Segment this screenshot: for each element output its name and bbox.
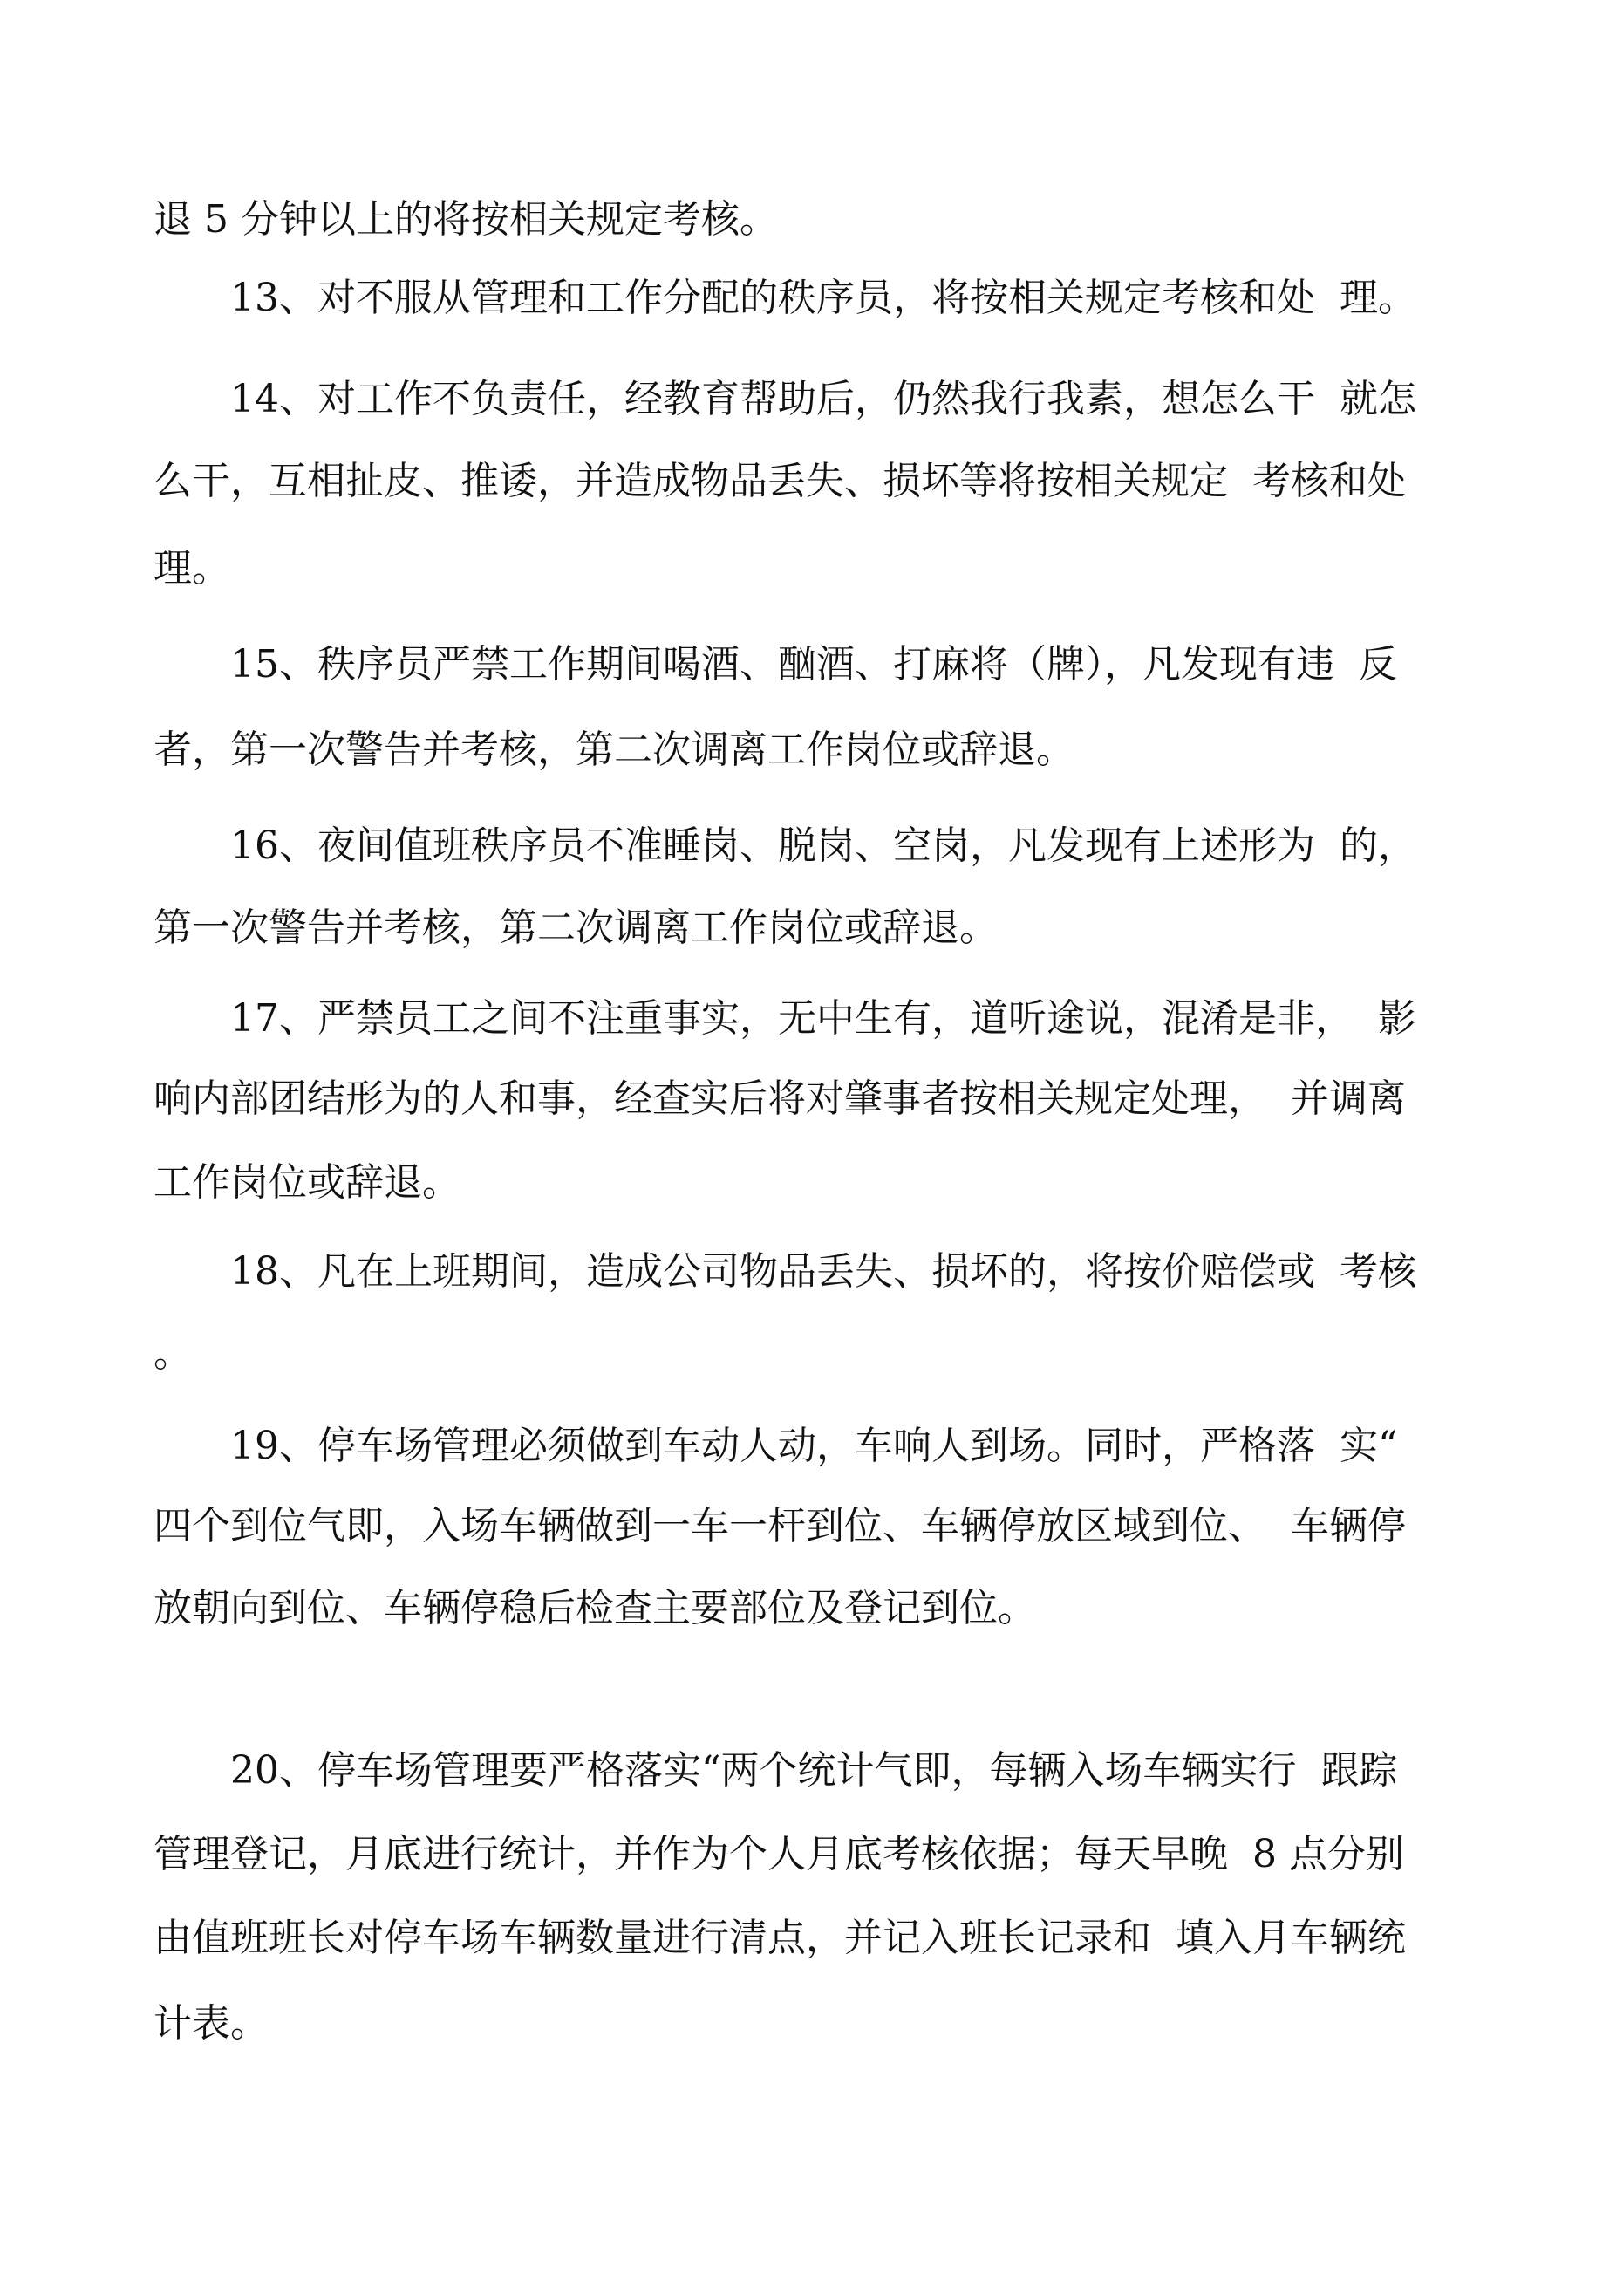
text-line: 18、凡在上班期间，造成公司物品丢失、损坏的，将按价赔偿或 考核 <box>153 1249 1416 1294</box>
text-line: 管理登记，月底进行统计，并作为个人月底考核依据；每天早晚 8 点分别 <box>153 1832 1404 1876</box>
text-line: 第一次警告并考核，第二次调离工作岗位或辞退。 <box>153 905 998 950</box>
text-line: 由值班班长对停车场车辆数量进行清点，并记入班长记录和 填入月车辆统 <box>153 1916 1406 1960</box>
text-line: 16、夜间值班秩序员不准睡岗、脱岗、空岗，凡发现有上述形为 的， <box>153 823 1416 868</box>
text-line: 么干，互相扯皮、推诿，并造成物品丢失、损坏等将按相关规定 考核和处 <box>153 459 1406 503</box>
text-line: 计表。 <box>153 2001 269 2046</box>
text-line: 17、严禁员工之间不注重事实，无中生有，道听途说，混淆是非， 影 <box>153 996 1416 1041</box>
text-line: 工作岗位或辞退。 <box>153 1160 460 1205</box>
text-line: 退 5 分钟以上的将按相关规定考核。 <box>153 197 778 242</box>
text-line: 20、停车场管理要严格落实“两个统计气即，每辆入场车辆实行 跟踪 <box>153 1748 1398 1793</box>
text-line: 。 <box>153 1331 192 1376</box>
text-line: 13、对不服从管理和工作分配的秩序员，将按相关规定考核和处 理。 <box>153 276 1416 320</box>
text-line: 14、对工作不负责任，经教育帮助后，仍然我行我素，想怎么干 就怎 <box>153 377 1416 421</box>
text-line: 者，第一次警告并考核，第二次调离工作岗位或辞退。 <box>153 728 1074 772</box>
text-line: 理。 <box>153 546 230 591</box>
text-line: 响内部团结形为的人和事，经查实后将对肇事者按相关规定处理， 并调离 <box>153 1076 1406 1121</box>
text-line: 放朝向到位、车辆停稳后检查主要部位及登记到位。 <box>153 1586 1036 1630</box>
text-line: 15、秩序员严禁工作期间喝酒、酗酒、打麻将（牌），凡发现有违 反 <box>153 642 1397 687</box>
text-line: 四个到位气即，入场车辆做到一车一杆到位、车辆停放区域到位、 车辆停 <box>153 1504 1406 1548</box>
text-line: 19、停车场管理必须做到车动人动，车响人到场。同时，严格落 实“ <box>153 1424 1398 1468</box>
